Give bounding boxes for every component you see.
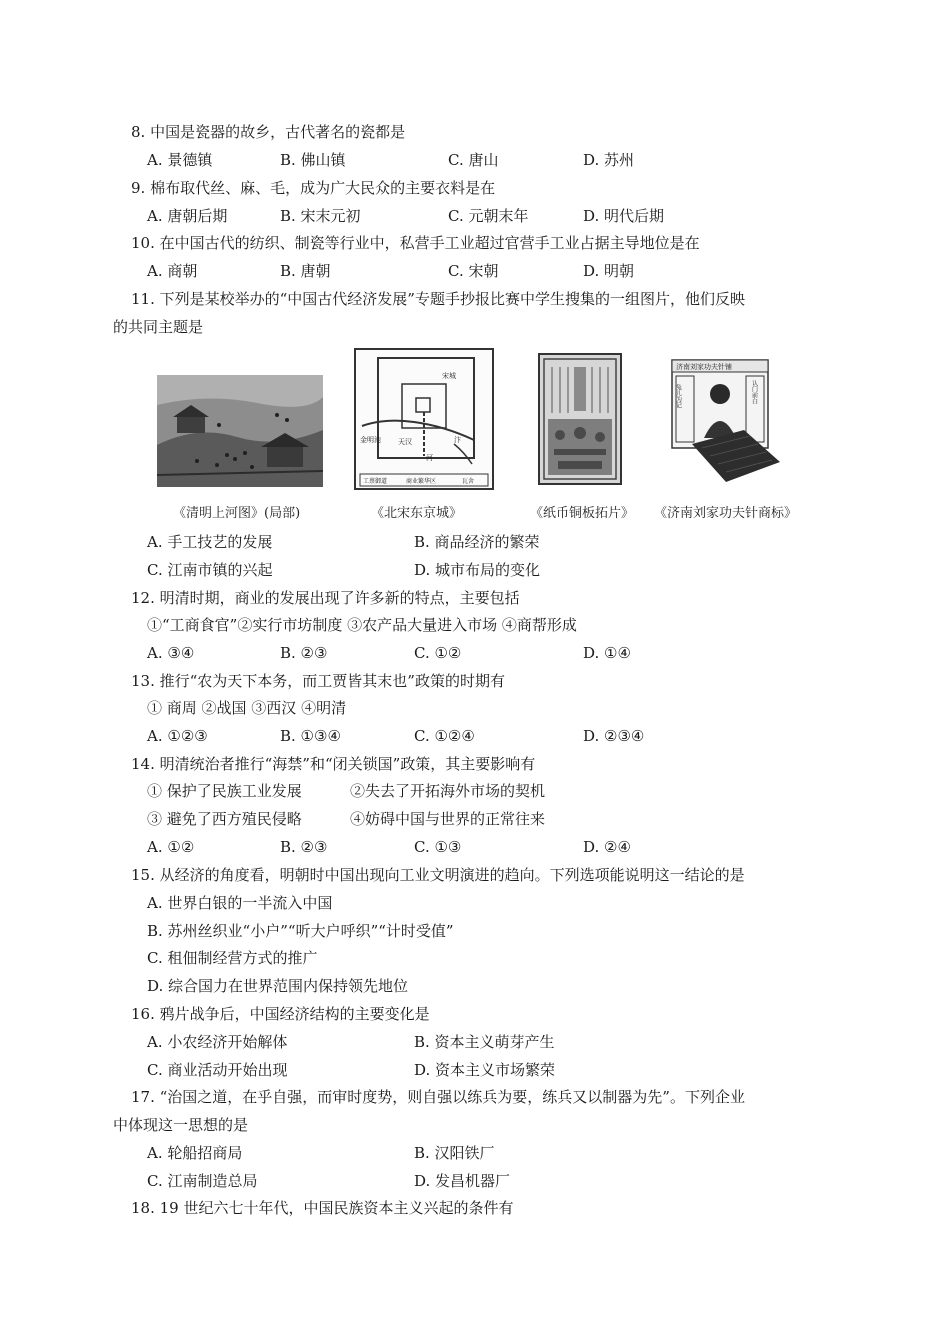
q15-option-d: D. 综合国力在世界范围内保持领先地位	[147, 977, 409, 995]
question-17-stem-continued: 中体现这一思想的是	[113, 1116, 249, 1134]
figure-caption-paper-money: 《纸币铜板拓片》	[530, 506, 635, 521]
q10-option-d: D. 明朝	[583, 262, 635, 280]
q13-option-c: C. ①②④	[414, 727, 475, 745]
q14-item-1: ① 保护了民族工业发展	[147, 782, 302, 800]
question-13-stem: 13. 推行“农为天下本务，而工贾皆其末也”政策的时期有	[131, 672, 505, 690]
q16-option-a: A. 小农经济开始解体	[147, 1033, 288, 1051]
q12-option-d: D. ①④	[583, 644, 631, 662]
map-legend-label: 瓦舍	[462, 478, 475, 485]
question-14-stem: 14. 明清统治者推行“海禁”和“闭关锁国”政策，其主要影响有	[131, 755, 536, 773]
q12-option-b: B. ②③	[280, 644, 328, 662]
q14-item-2: ②失去了开拓海外市场的契机	[350, 782, 546, 800]
q13-option-d: D. ②③④	[583, 727, 645, 745]
q17-option-d: D. 发昌机器厂	[414, 1172, 511, 1190]
q11-option-a: A. 手工技艺的发展	[147, 533, 273, 551]
q15-option-b: B. 苏州丝织业“小户”“听大户呼织”“计时受值”	[147, 922, 454, 940]
question-12-stem: 12. 明清时期，商业的发展出现了许多新的特点，主要包括	[131, 589, 520, 607]
q15-option-c: C. 租佃制经营方式的推广	[147, 949, 318, 967]
liujia-needle-trademark-image	[668, 358, 788, 490]
q14-item-3: ③ 避免了西方殖民侵略	[147, 810, 302, 828]
question-8-stem: 8. 中国是瓷器的故乡，古代著名的瓷都是	[131, 123, 406, 141]
q12-option-c: C. ①②	[414, 644, 462, 662]
q14-option-b: B. ②③	[280, 838, 328, 856]
map-legend-label: 工蔡御道	[363, 478, 388, 485]
trademark-label: 认门前白	[750, 380, 758, 404]
q14-option-d: D. ②④	[583, 838, 631, 856]
question-10-stem: 10. 在中国古代的纺织、制瓷等行业中，私营手工业超过官营手工业占据主导地位是在	[131, 234, 700, 252]
paper-money-rubbing-image	[538, 353, 622, 485]
map-label: 天汉	[398, 438, 412, 446]
question-15-stem: 15. 从经济的角度看，明朝时中国出现向工业文明演进的趋向。下列选项能说明这一结论的是	[131, 866, 745, 884]
map-label: 河	[426, 454, 433, 462]
question-9-stem: 9. 棉布取代丝、麻、毛，成为广大民众的主要衣料是在	[131, 179, 496, 197]
q10-option-c: C. 宋朝	[448, 262, 499, 280]
q17-option-a: A. 轮船招商局	[147, 1144, 243, 1162]
q9-option-b: B. 宋末元初	[280, 207, 361, 225]
q9-option-c: C. 元朝末年	[448, 207, 529, 225]
question-11-stem: 11. 下列是某校举办的“中国古代经济发展”专题手抄报比赛中学生搜集的一组图片，他们反映	[131, 290, 745, 308]
q17-option-b: B. 汉阳铁厂	[414, 1144, 495, 1162]
trademark-label: 兔儿为记	[674, 384, 682, 408]
q13-items: ① 商周 ②战国 ③西汉 ④明清	[147, 699, 347, 717]
qingming-painting-image	[157, 375, 323, 487]
trademark-title: 济南刘家功夫针铺	[676, 363, 732, 371]
map-label: 金明池	[360, 436, 381, 444]
q12-items: ①“工商食官”②实行市坊制度 ③农产品大量进入市场 ④商帮形成	[147, 616, 577, 634]
q17-option-c: C. 江南制造总局	[147, 1172, 258, 1190]
q10-option-a: A. 商朝	[147, 262, 198, 280]
q8-option-b: B. 佛山镇	[280, 151, 346, 169]
map-label: 宋城	[442, 372, 456, 380]
q8-option-c: C. 唐山	[448, 151, 499, 169]
question-11-stem-continued: 的共同主题是	[113, 318, 204, 336]
dongjing-city-map	[354, 348, 494, 490]
q14-item-4: ④妨碍中国与世界的正常往来	[350, 810, 546, 828]
q10-option-b: B. 唐朝	[280, 262, 331, 280]
q11-option-c: C. 江南市镇的兴起	[147, 561, 273, 579]
q9-option-a: A. 唐朝后期	[147, 207, 228, 225]
q12-option-a: A. ③④	[147, 644, 195, 662]
q9-option-d: D. 明代后期	[583, 207, 665, 225]
q11-option-b: B. 商品经济的繁荣	[414, 533, 540, 551]
q16-option-b: B. 资本主义萌芽产生	[414, 1033, 555, 1051]
q13-option-b: B. ①③④	[280, 727, 341, 745]
q8-option-a: A. 景德镇	[147, 151, 213, 169]
figure-caption-qingming: 《清明上河图》(局部)	[173, 506, 301, 521]
q14-option-a: A. ①②	[147, 838, 195, 856]
map-label: 汴	[454, 436, 461, 444]
question-17-stem: 17. “治国之道，在乎自强，而审时度势，则自强以练兵为要，练兵又以制器为先”。下列企业	[131, 1088, 745, 1106]
q8-option-d: D. 苏州	[583, 151, 635, 169]
map-legend-label: 商业繁华区	[406, 478, 437, 485]
question-18-stem: 18. 19 世纪六七十年代，中国民族资本主义兴起的条件有	[131, 1199, 514, 1217]
q13-option-a: A. ①②③	[147, 727, 208, 745]
q16-option-d: D. 资本主义市场繁荣	[414, 1061, 556, 1079]
q15-option-a: A. 世界白银的一半流入中国	[147, 894, 333, 912]
question-16-stem: 16. 鸦片战争后，中国经济结构的主要变化是	[131, 1005, 430, 1023]
q11-option-d: D. 城市布局的变化	[414, 561, 541, 579]
figure-caption-trademark: 《济南刘家功夫针商标》	[654, 506, 798, 521]
q16-option-c: C. 商业活动开始出现	[147, 1061, 288, 1079]
q14-option-c: C. ①③	[414, 838, 462, 856]
figure-caption-dongjing: 《北宋东京城》	[371, 506, 463, 521]
